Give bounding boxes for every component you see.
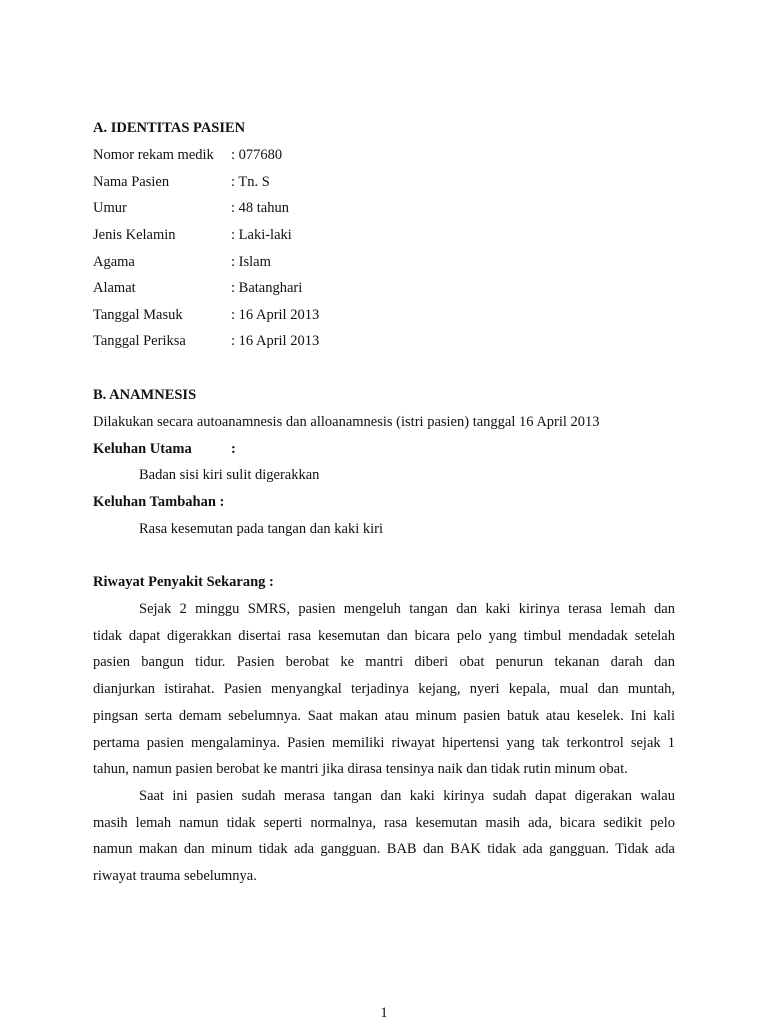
paragraph-line: tahun, namun pasien berobat ke mantri jika dirasa tensinya naik dan tidak rutin minum obat. <box>93 761 628 777</box>
paragraph-line: masih lemah namun tidak seperti normalnya, rasa kesemutan masih ada, bicara sedikit pelo <box>93 815 675 831</box>
anamnesis-intro: Dilakukan secara autoanamnesis dan alloanamnesis (istri pasien) tanggal 16 April 2013 <box>93 414 600 430</box>
keluhan-utama-label: Keluhan Utama <box>93 441 192 457</box>
keluhan-tambahan-label: Keluhan Tambahan : <box>93 494 225 510</box>
paragraph-line: riwayat trauma sebelumnya. <box>93 868 257 884</box>
identity-label: Umur <box>93 200 127 216</box>
paragraph-line: tidak dapat digerakkan disertai rasa kesemutan dan bicara pelo yang timbul mendadak setelah <box>93 628 675 644</box>
identity-value: : 077680 <box>231 147 283 163</box>
identity-value: : 16 April 2013 <box>231 333 320 349</box>
identity-value: : Laki-laki <box>231 227 292 243</box>
paragraph-line: Saat ini pasien sudah merasa tangan dan kaki kirinya sudah dapat digerakan walau <box>139 788 675 804</box>
rps-heading: Riwayat Penyakit Sekarang : <box>93 574 274 590</box>
identity-value: : 16 April 2013 <box>231 307 320 323</box>
paragraph-line: pasien bangun tidur. Pasien berobat ke mantri diberi obat penurun tekanan darah dan <box>93 654 675 670</box>
keluhan-tambahan-text: Rasa kesemutan pada tangan dan kaki kiri <box>139 521 384 537</box>
section-a-heading: A. IDENTITAS PASIEN <box>93 120 246 136</box>
page-number: 1 <box>380 1005 388 1021</box>
paragraph-line: namun makan dan minum tidak ada gangguan. BAB dan BAK tidak ada gangguan. Tidak ada <box>93 841 675 857</box>
keluhan-utama-text: Badan sisi kiri sulit digerakkan <box>139 467 320 483</box>
paragraph-line: pertama pasien mengalaminya. Pasien memiliki riwayat hipertensi yang tak terkontrol sejak 1 <box>93 735 675 751</box>
identity-value: : 48 tahun <box>231 200 289 216</box>
paragraph-line: dianjurkan istirahat. Pasien menyangkal terjadinya kejang, nyeri kepala, mual dan muntah, <box>93 681 675 697</box>
identity-label: Agama <box>93 254 135 270</box>
identity-value: : Tn. S <box>231 174 270 190</box>
identity-label: Tanggal Periksa <box>93 333 186 349</box>
identity-value: : Batanghari <box>231 280 303 296</box>
identity-label: Tanggal Masuk <box>93 307 183 323</box>
paragraph-line: Sejak 2 minggu SMRS, pasien mengeluh tangan dan kaki kirinya terasa lemah dan <box>139 601 675 617</box>
paragraph-line: pingsan serta demam sebelumnya. Saat makan atau minum pasien batuk atau keselek. Ini kali <box>93 708 675 724</box>
identity-value: : Islam <box>231 254 271 270</box>
identity-label: Nomor rekam medik <box>93 147 214 163</box>
identity-label: Jenis Kelamin <box>93 227 176 243</box>
keluhan-utama-colon: : <box>231 441 236 457</box>
identity-label: Nama Pasien <box>93 174 170 190</box>
identity-label: Alamat <box>93 280 136 296</box>
section-b-heading: B. ANAMNESIS <box>93 387 197 403</box>
